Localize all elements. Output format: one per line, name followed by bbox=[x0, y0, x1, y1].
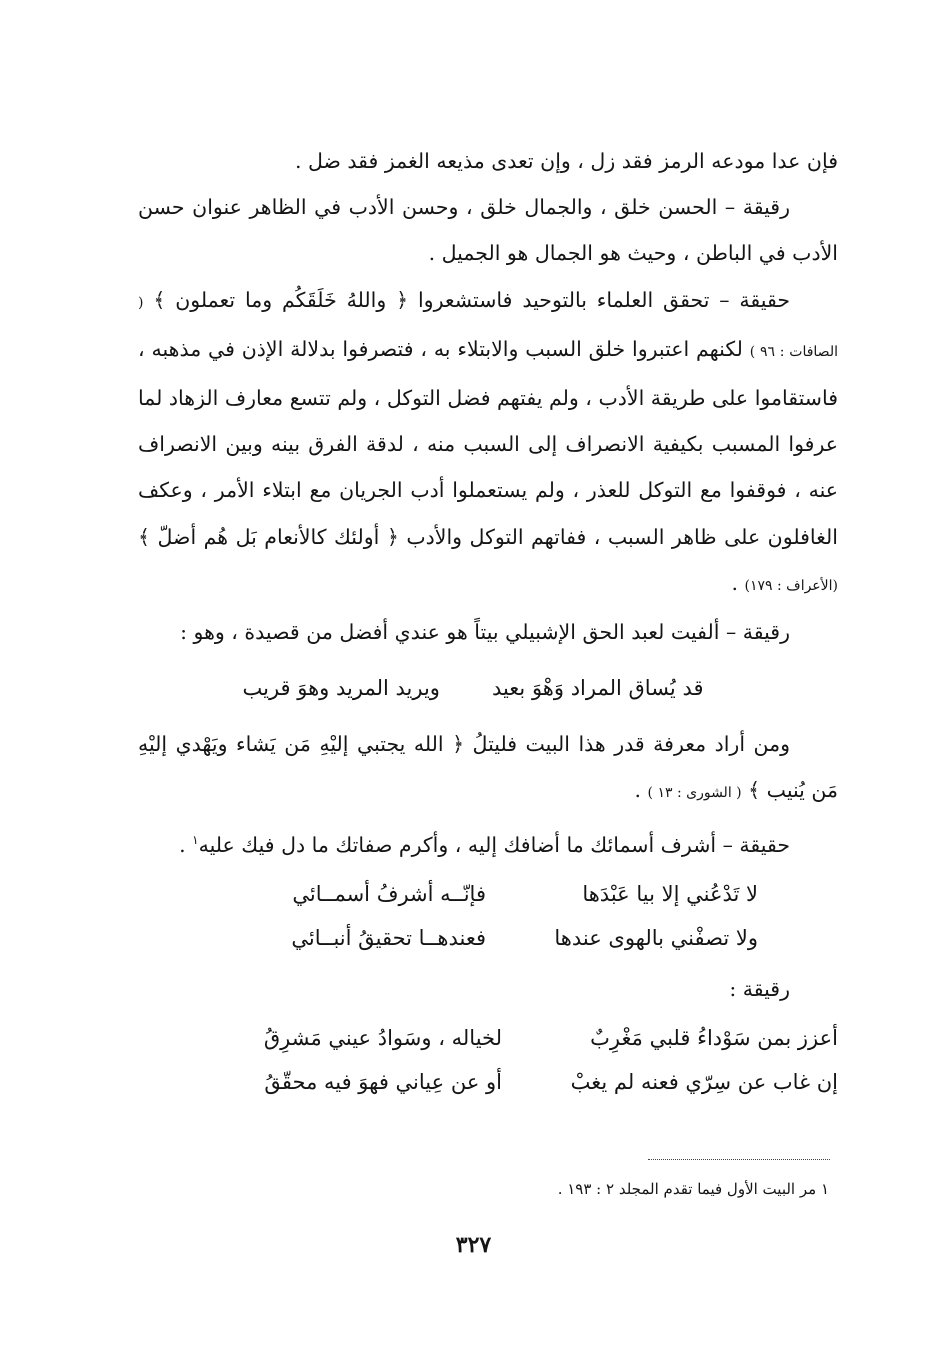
verses-group-2 bbox=[138, 872, 838, 960]
page-number: ٣٢٧ bbox=[455, 1232, 492, 1258]
section-label-text: رقيقة : bbox=[729, 976, 790, 1001]
paragraph-2 bbox=[138, 184, 838, 276]
verse-row bbox=[138, 1060, 838, 1104]
verse-2-1-hemistich-1: لا تَدْعُني إلا بيا عَبْدَها bbox=[582, 881, 758, 906]
paragraph-1-text: فإن عدا مودعه الرمز فقد زل ، وإن تعدى مذيعه الغمز فقد ضل . bbox=[294, 149, 838, 173]
paragraph-3-text-a: حقيقة – تحقق العلماء بالتوحيد فاستشعروا ﴿ واللهُ خَلَقَكُم وما تعملون ﴾ bbox=[153, 287, 790, 312]
verse-3-1-hemistich-1: أعزز بمن سَوْداءُ قلبي مَغْرِبٌ bbox=[590, 1025, 838, 1050]
verse-3-2-hemistich-1: إن غاب عن سِرّي فعنه لم يغبْ bbox=[570, 1069, 838, 1094]
verse-2-2-hemistich-2: فعندهــا تحقيقُ أنبــائي bbox=[291, 925, 486, 950]
paragraph-5 bbox=[138, 721, 838, 816]
verse-2-1-hemistich-2: فإنّــه أشرفُ أسمــائي bbox=[292, 881, 486, 906]
verse-abd-al-haqq bbox=[138, 665, 838, 711]
main-text bbox=[138, 138, 838, 1104]
verse-row bbox=[138, 916, 838, 960]
paragraph-2-text: رقيقة – الحسن خلق ، والجمال خلق ، وحسن الأدب في الظاهر عنوان حسن الأدب في الباطن ، وحيث هو الجمال هو الجميل . bbox=[138, 195, 838, 266]
verse-3-1-hemistich-2: لخياله ، وسَوادُ عيني مَشرِقُ bbox=[263, 1025, 502, 1050]
paragraph-3 bbox=[138, 277, 838, 609]
paragraph-3-end: . bbox=[731, 570, 738, 595]
verse-1-hemistich-1: قد يُساق المراد وَهْوَ بعيد bbox=[491, 676, 704, 701]
verse-2-2-hemistich-1: ولا تصفْني بالهوى عندها bbox=[554, 925, 758, 950]
paragraph-6-text: حقيقة – أشرف أسمائك ما أضافك إليه ، وأكرم صفاتك ما دل فيك عليه bbox=[198, 832, 790, 857]
footnote-marker: ١ bbox=[192, 832, 199, 847]
paragraph-5-text: ومن أراد معرفة قدر هذا البيت فليتلُ ﴿ الله يجتبي إليْهِ مَن يَشاء ويَهْدي إليْهِ مَن يُنيب ﴾ bbox=[138, 732, 838, 803]
verse-row bbox=[138, 1016, 838, 1060]
paragraph-1 bbox=[138, 138, 838, 184]
paragraph-4-text: رقيقة – ألفيت لعبد الحق الإشبيلي بيتاً هو عندي أفضل من قصيدة ، وهو : bbox=[180, 620, 790, 645]
footnote-divider bbox=[648, 1159, 830, 1160]
paragraph-6-end: . bbox=[179, 832, 193, 857]
quran-reference-3: ( الشورى : ١٣ ) bbox=[647, 785, 742, 802]
paragraph-5-end: . bbox=[634, 778, 641, 803]
verse-3-2-hemistich-2: أو عن عِياني فهوَ فيه محقّقُ bbox=[264, 1069, 502, 1094]
quran-reference-1: ( الصافات : ٩٦ ) bbox=[138, 294, 838, 360]
verses-group-3 bbox=[138, 1016, 838, 1104]
footnote: ١ مر البيت الأول فيما تقدم المجلد ٢ : ١٩٣ . bbox=[557, 1180, 829, 1198]
verse-row bbox=[138, 872, 838, 916]
paragraph-4 bbox=[138, 609, 838, 655]
quran-reference-2: (الأعراف : ١٧٩) bbox=[744, 577, 838, 594]
paragraph-3-text-b: لكنهم اعتبروا خلق السبب والابتلاء به ، فتصرفوا بدلالة الإذن في مذهبه ، فاستقاموا على طريقة الأدب ، ولم يفتهم فضل التوكل ، ولم تتسع معارف الزهاد لما عرفوا المسبب بكيفية الانصراف إلى السبب منه ، لدقة الفرق بينه وبين الانصراف عنه ، فوقفوا مع التوكل للعذر ، ولم يستعملوا أدب الجريان مع ابتلاء الأمر ، وعكف الغافلون على ظاهر السبب ، ففاتهم التوكل والأدب ﴿ أولئك كالأنعام بَل هُم أضلّ ﴾ bbox=[138, 336, 838, 549]
verse-1-hemistich-2: ويريد المريد وهوَ قريب bbox=[242, 676, 440, 701]
paragraph-6 bbox=[138, 817, 838, 868]
section-label bbox=[138, 966, 838, 1012]
